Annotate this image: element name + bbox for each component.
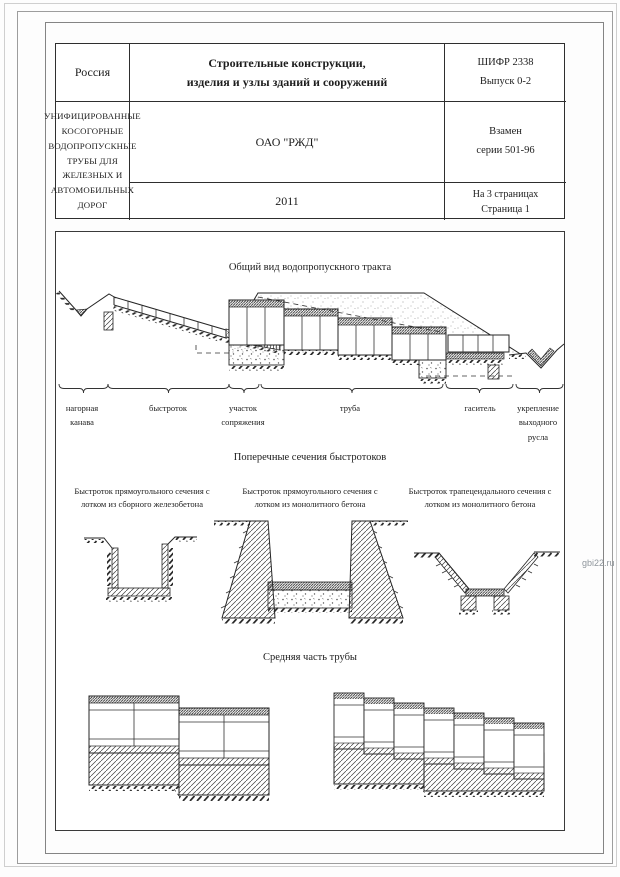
cell-replaces (445, 102, 566, 183)
cell-country (56, 44, 130, 102)
pages-line1: На 3 страницах (472, 188, 539, 200)
country-label: Россия (74, 65, 111, 79)
code-line2: Выпуск 0-2 (479, 75, 532, 87)
cell-series-title (130, 44, 445, 102)
label-upland-ditch: нагорная канава (65, 403, 99, 428)
general-view-title: Общий вид водопропускного тракта (228, 262, 392, 273)
replaces-line1: Взамен (489, 126, 522, 138)
code-line1: ШИФР 2338 (477, 56, 534, 68)
series-title-line2: изделия и узлы зданий и сооружений (186, 74, 388, 89)
cell-subject (44, 102, 141, 220)
organization-label: ОАО "РЖД" (255, 134, 319, 149)
pipe-middle-part-diagram (56, 681, 564, 803)
middle-part-title: Средняя часть трубы (263, 652, 357, 663)
cell-code (445, 44, 566, 102)
cell-organization (130, 102, 445, 183)
watermark: gbi22.ru (582, 558, 615, 568)
chute-cross-sections-diagram (56, 516, 564, 642)
label-outlet-strengthening: укрепление выходного русла (517, 403, 559, 442)
cross-sections-title: Поперечные сечения быстротоков (233, 452, 387, 463)
pages-line2: Страница 1 (481, 203, 530, 215)
caption-trapezoidal-chute: Быстроток трапецеидального сечения с лотком из монолитного бетона (408, 486, 552, 510)
caption-precast-rect-chute: Быстроток прямоугольного сечения с лотком из сборного железобетона (74, 486, 210, 510)
series-title-line1: Строительные конструкции, (208, 55, 366, 70)
label-pipe: труба (339, 403, 361, 413)
profile-diagram (56, 285, 564, 399)
replaces-line2: серии 501-96 (476, 145, 535, 156)
cell-pages (445, 183, 566, 220)
subject-line2: ЖЕЛЕЗНЫХ И АВТОМОБИЛЬНЫХ ДОРОГ (50, 170, 135, 211)
label-chute: быстроток (149, 403, 187, 413)
label-dissipator: гаситель (464, 403, 496, 413)
subject-line1: УНИФИЦИРОВАННЫЕ КОСОГОРНЫЕ ВОДОПРОПУСКНЫЕ ТРУБЫ ДЛЯ (44, 110, 141, 166)
cell-year (130, 183, 445, 220)
header-table (44, 43, 565, 219)
profile-braces (59, 384, 563, 393)
year-label: 2011 (275, 194, 299, 208)
caption-monolithic-rect-chute: Быстроток прямоугольного сечения с лотком из монолитного бетона (242, 486, 378, 510)
label-transition: участок сопряжения (221, 403, 265, 428)
